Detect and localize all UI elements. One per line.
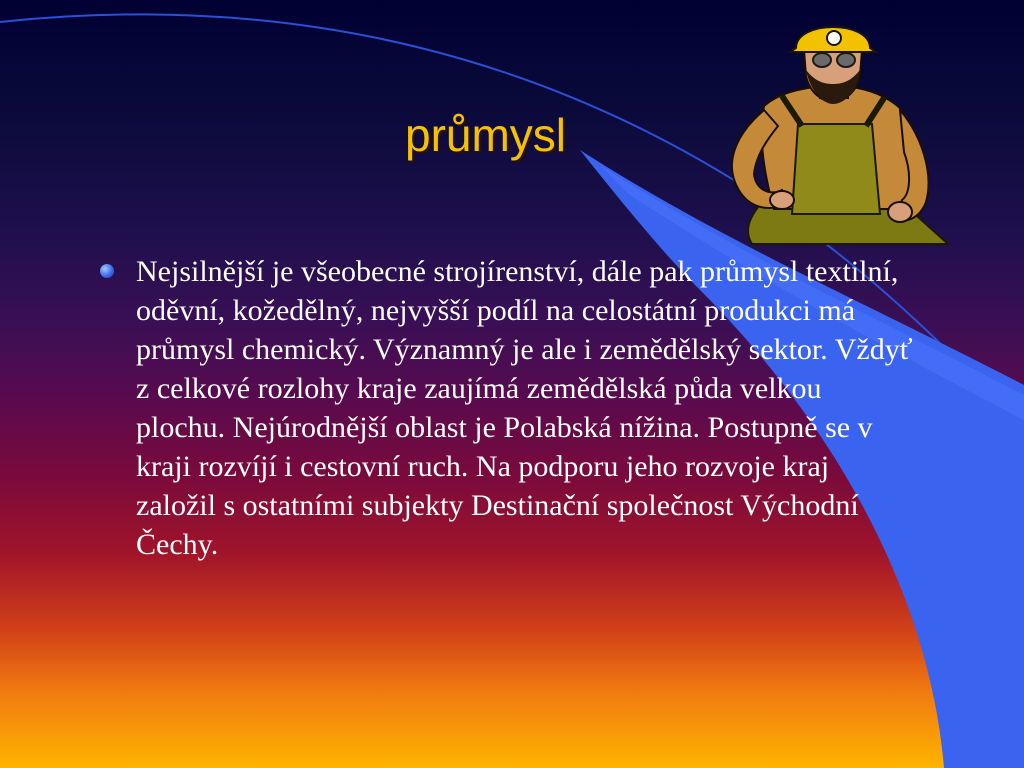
bullet-list (96, 252, 916, 564)
worker-goggle-left (813, 53, 831, 67)
worker-helmet-lamp (827, 31, 841, 45)
bullet-text: Nejsilnější je všeobecné strojírenství, dále pak průmysl textilní, oděvní, kožedělný, nejvyšší podíl na celostátní produkci má průmysl chemický. Významný je ale i zemědělský sektor. Vždyť z celkové rozlohy kraje zaujímá zemědělská půda velkou plochu. Nejúrodnější oblast je Polabská nížina. Postupně se v kraji rozvíjí i cestovní ruch. Na podporu jeho rozvoje kraj založil s ostatními subjekty Destinační společnost Východní Čechy. (136, 255, 913, 561)
worker-hand-right (888, 202, 912, 222)
slide-title: průmysl (405, 109, 567, 161)
worker-goggle-right (837, 53, 855, 67)
miner-worker-clipart (712, 14, 956, 248)
bullet-icon (100, 264, 114, 278)
worker-overalls (792, 124, 880, 214)
worker-hand-left (770, 191, 794, 209)
bullet-item (96, 252, 916, 564)
